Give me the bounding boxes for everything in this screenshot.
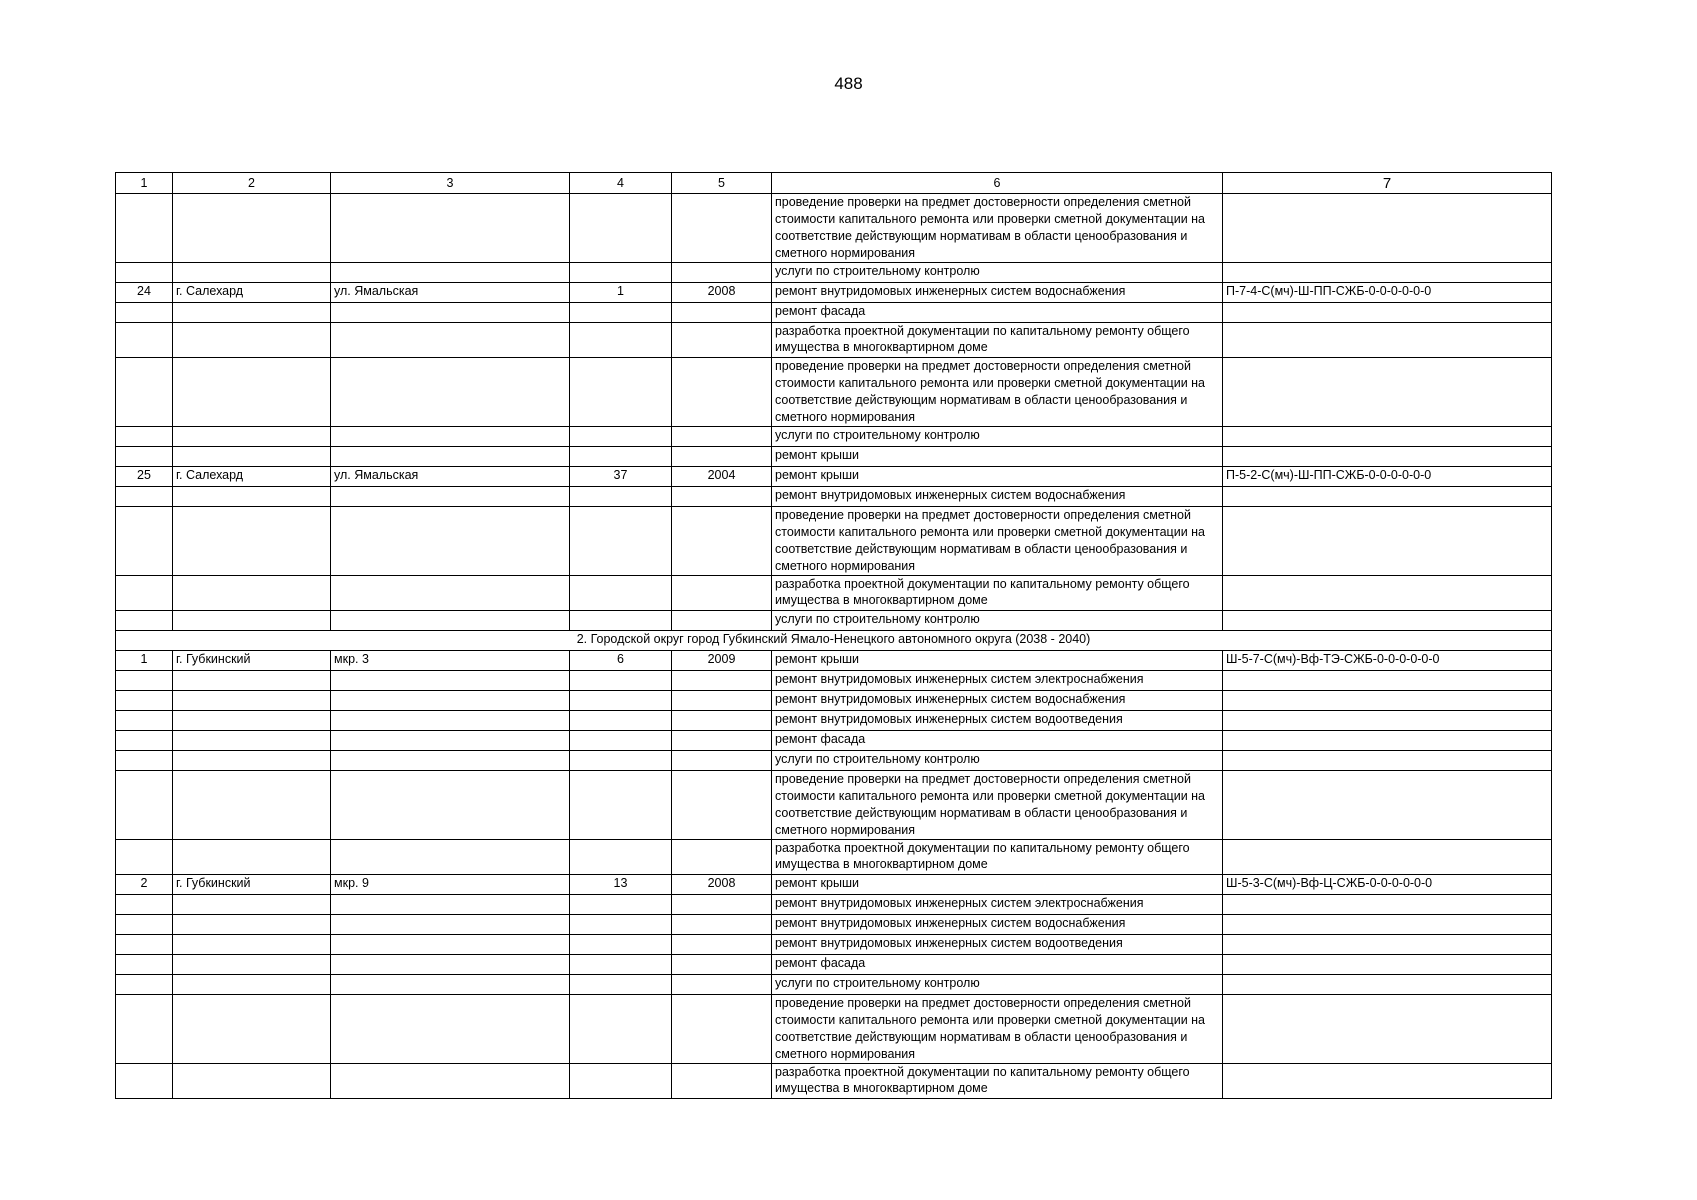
table-row	[116, 611, 1552, 631]
house-number-cell	[570, 731, 672, 751]
build-year-cell: 2008	[672, 283, 772, 303]
street-cell	[331, 427, 570, 447]
work-type-cell: ремонт внутридомовых инженерных систем водоснабжения	[772, 283, 1223, 303]
house-number-cell	[570, 358, 672, 427]
table-row	[116, 467, 1552, 487]
street-cell	[331, 995, 570, 1064]
table-row	[116, 731, 1552, 751]
street-cell	[331, 263, 570, 283]
city-cell	[173, 507, 331, 576]
street-cell: ул. Ямальская	[331, 283, 570, 303]
table-row	[116, 323, 1552, 358]
build-year-cell	[672, 671, 772, 691]
build-year-cell	[672, 263, 772, 283]
row-number-cell	[116, 771, 173, 840]
house-number-cell	[570, 935, 672, 955]
row-number-cell: 25	[116, 467, 173, 487]
table-row	[116, 576, 1552, 611]
house-number-cell	[570, 611, 672, 631]
house-number-cell: 37	[570, 467, 672, 487]
house-number-cell: 6	[570, 651, 672, 671]
row-number-cell	[116, 303, 173, 323]
build-year-cell	[672, 771, 772, 840]
building-code-cell	[1223, 576, 1552, 611]
house-number-cell	[570, 507, 672, 576]
build-year-cell: 2004	[672, 467, 772, 487]
building-code-cell	[1223, 194, 1552, 263]
house-number-cell	[570, 975, 672, 995]
build-year-cell	[672, 935, 772, 955]
house-number-cell	[570, 671, 672, 691]
building-code-cell: П-7-4-С(мч)-Ш-ПП-СЖБ-0-0-0-0-0-0	[1223, 283, 1552, 303]
build-year-cell	[672, 975, 772, 995]
table-row	[116, 751, 1552, 771]
work-type-cell: услуги по строительному контролю	[772, 427, 1223, 447]
street-cell	[331, 447, 570, 467]
house-number-cell: 13	[570, 875, 672, 895]
city-cell	[173, 303, 331, 323]
house-number-cell	[570, 995, 672, 1064]
street-cell	[331, 303, 570, 323]
city-cell	[173, 611, 331, 631]
row-number-cell	[116, 487, 173, 507]
street-cell	[331, 955, 570, 975]
city-cell	[173, 955, 331, 975]
work-type-cell: разработка проектной документации по капитальному ремонту общего имущества в многоквартирном доме	[772, 576, 1223, 611]
row-number-cell	[116, 975, 173, 995]
row-number-cell	[116, 915, 173, 935]
build-year-cell	[672, 751, 772, 771]
table-row	[116, 915, 1552, 935]
building-code-cell	[1223, 1064, 1552, 1099]
section-heading-row	[116, 631, 1552, 651]
header-col-6: 6	[772, 173, 1223, 194]
street-cell	[331, 711, 570, 731]
table-row	[116, 875, 1552, 895]
build-year-cell	[672, 194, 772, 263]
city-cell	[173, 751, 331, 771]
table-row	[116, 671, 1552, 691]
work-type-cell: ремонт внутридомовых инженерных систем электроснабжения	[772, 895, 1223, 915]
table-row	[116, 895, 1552, 915]
table-row	[116, 447, 1552, 467]
city-cell	[173, 840, 331, 875]
city-cell	[173, 427, 331, 447]
street-cell	[331, 507, 570, 576]
street-cell	[331, 358, 570, 427]
build-year-cell	[672, 358, 772, 427]
city-cell: г. Губкинский	[173, 875, 331, 895]
build-year-cell	[672, 1064, 772, 1099]
work-type-cell: услуги по строительному контролю	[772, 611, 1223, 631]
table-row	[116, 263, 1552, 283]
house-number-cell: 1	[570, 283, 672, 303]
house-number-cell	[570, 194, 672, 263]
row-number-cell: 2	[116, 875, 173, 895]
city-cell: г. Губкинский	[173, 651, 331, 671]
street-cell	[331, 576, 570, 611]
house-number-cell	[570, 751, 672, 771]
city-cell	[173, 895, 331, 915]
table-row	[116, 507, 1552, 576]
work-type-cell: ремонт крыши	[772, 875, 1223, 895]
building-code-cell	[1223, 955, 1552, 975]
build-year-cell	[672, 895, 772, 915]
work-type-cell: ремонт фасада	[772, 303, 1223, 323]
header-col-4: 4	[570, 173, 672, 194]
row-number-cell	[116, 507, 173, 576]
work-type-cell: проведение проверки на предмет достоверности определения сметной стоимости капитального ремонта или проверки сметной документации на соответствие действующим нормативам в области ценообразования и сметного нормирования	[772, 507, 1223, 576]
city-cell	[173, 691, 331, 711]
row-number-cell	[116, 427, 173, 447]
row-number-cell	[116, 323, 173, 358]
building-code-cell	[1223, 427, 1552, 447]
street-cell: мкр. 3	[331, 651, 570, 671]
city-cell	[173, 194, 331, 263]
table-row	[116, 358, 1552, 427]
build-year-cell: 2009	[672, 651, 772, 671]
work-type-cell: разработка проектной документации по капитальному ремонту общего имущества в многоквартирном доме	[772, 1064, 1223, 1099]
building-code-cell	[1223, 671, 1552, 691]
city-cell	[173, 358, 331, 427]
build-year-cell	[672, 427, 772, 447]
street-cell	[331, 487, 570, 507]
work-type-cell: разработка проектной документации по капитальному ремонту общего имущества в многоквартирном доме	[772, 840, 1223, 875]
work-type-cell: услуги по строительному контролю	[772, 975, 1223, 995]
row-number-cell	[116, 731, 173, 751]
city-cell	[173, 671, 331, 691]
work-type-cell: ремонт внутридомовых инженерных систем водоснабжения	[772, 691, 1223, 711]
street-cell	[331, 691, 570, 711]
row-number-cell: 1	[116, 651, 173, 671]
build-year-cell	[672, 576, 772, 611]
work-type-cell: ремонт фасада	[772, 731, 1223, 751]
house-number-cell	[570, 691, 672, 711]
city-cell	[173, 576, 331, 611]
building-code-cell	[1223, 263, 1552, 283]
work-type-cell: услуги по строительному контролю	[772, 263, 1223, 283]
building-code-cell	[1223, 731, 1552, 751]
house-number-cell	[570, 576, 672, 611]
building-code-cell	[1223, 447, 1552, 467]
row-number-cell	[116, 935, 173, 955]
work-type-cell: ремонт крыши	[772, 651, 1223, 671]
street-cell	[331, 751, 570, 771]
street-cell	[331, 323, 570, 358]
house-number-cell	[570, 1064, 672, 1099]
city-cell	[173, 915, 331, 935]
work-type-cell: ремонт внутридомовых инженерных систем электроснабжения	[772, 671, 1223, 691]
building-code-cell: П-5-2-С(мч)-Ш-ПП-СЖБ-0-0-0-0-0-0	[1223, 467, 1552, 487]
city-cell	[173, 935, 331, 955]
work-type-cell: проведение проверки на предмет достоверности определения сметной стоимости капитального ремонта или проверки сметной документации на соответствие действующим нормативам в области ценообразования и сметного нормирования	[772, 995, 1223, 1064]
build-year-cell	[672, 611, 772, 631]
building-code-cell	[1223, 303, 1552, 323]
city-cell: г. Салехард	[173, 283, 331, 303]
building-code-cell	[1223, 487, 1552, 507]
build-year-cell	[672, 840, 772, 875]
header-col-2: 2	[173, 173, 331, 194]
build-year-cell	[672, 915, 772, 935]
street-cell	[331, 771, 570, 840]
street-cell	[331, 611, 570, 631]
street-cell	[331, 671, 570, 691]
table-row	[116, 303, 1552, 323]
build-year-cell	[672, 955, 772, 975]
build-year-cell	[672, 303, 772, 323]
building-code-cell: Ш-5-3-С(мч)-Вф-Ц-СЖБ-0-0-0-0-0-0	[1223, 875, 1552, 895]
building-code-cell	[1223, 935, 1552, 955]
building-code-cell	[1223, 895, 1552, 915]
building-code-cell	[1223, 358, 1552, 427]
build-year-cell	[672, 711, 772, 731]
row-number-cell	[116, 751, 173, 771]
build-year-cell	[672, 691, 772, 711]
building-code-cell	[1223, 915, 1552, 935]
street-cell	[331, 935, 570, 955]
header-col-1: 1	[116, 173, 173, 194]
row-number-cell	[116, 576, 173, 611]
work-type-cell: услуги по строительному контролю	[772, 751, 1223, 771]
table-body	[116, 173, 1552, 1099]
street-cell: мкр. 9	[331, 875, 570, 895]
work-type-cell: разработка проектной документации по капитальному ремонту общего имущества в многоквартирном доме	[772, 323, 1223, 358]
header-col-3: 3	[331, 173, 570, 194]
building-code-cell	[1223, 323, 1552, 358]
building-code-cell	[1223, 975, 1552, 995]
build-year-cell	[672, 447, 772, 467]
section-heading: 2. Городской округ город Губкинский Ямало-Ненецкого автономного округа (2038 - 2040)	[116, 631, 1552, 651]
row-number-cell	[116, 358, 173, 427]
city-cell	[173, 711, 331, 731]
building-code-cell	[1223, 691, 1552, 711]
work-type-cell: ремонт крыши	[772, 447, 1223, 467]
work-type-cell: ремонт внутридомовых инженерных систем водоотведения	[772, 711, 1223, 731]
header-col-5: 5	[672, 173, 772, 194]
house-number-cell	[570, 303, 672, 323]
city-cell	[173, 323, 331, 358]
row-number-cell	[116, 263, 173, 283]
house-number-cell	[570, 427, 672, 447]
row-number-cell	[116, 194, 173, 263]
row-number-cell: 24	[116, 283, 173, 303]
building-code-cell	[1223, 507, 1552, 576]
table-row	[116, 995, 1552, 1064]
table-row	[116, 955, 1552, 975]
table-row	[116, 427, 1552, 447]
row-number-cell	[116, 1064, 173, 1099]
work-type-cell: проведение проверки на предмет достоверности определения сметной стоимости капитального ремонта или проверки сметной документации на соответствие действующим нормативам в области ценообразования и сметного нормирования	[772, 194, 1223, 263]
house-number-cell	[570, 955, 672, 975]
repair-schedule-table	[115, 172, 1552, 1099]
house-number-cell	[570, 487, 672, 507]
build-year-cell	[672, 995, 772, 1064]
work-type-cell: ремонт фасада	[772, 955, 1223, 975]
house-number-cell	[570, 895, 672, 915]
city-cell	[173, 487, 331, 507]
work-type-cell: ремонт внутридомовых инженерных систем водоснабжения	[772, 915, 1223, 935]
row-number-cell	[116, 955, 173, 975]
page-number: 488	[834, 74, 863, 93]
table-row	[116, 283, 1552, 303]
building-code-cell	[1223, 611, 1552, 631]
table-row	[116, 651, 1552, 671]
build-year-cell	[672, 507, 772, 576]
city-cell: г. Салехард	[173, 467, 331, 487]
street-cell	[331, 1064, 570, 1099]
build-year-cell: 2008	[672, 875, 772, 895]
house-number-cell	[570, 711, 672, 731]
building-code-cell	[1223, 840, 1552, 875]
table-row	[116, 840, 1552, 875]
building-code-cell	[1223, 751, 1552, 771]
street-cell: ул. Ямальская	[331, 467, 570, 487]
work-type-cell: ремонт внутридомовых инженерных систем водоотведения	[772, 935, 1223, 955]
city-cell	[173, 731, 331, 751]
table-header-row	[116, 173, 1552, 194]
build-year-cell	[672, 731, 772, 751]
building-code-cell	[1223, 995, 1552, 1064]
row-number-cell	[116, 995, 173, 1064]
city-cell	[173, 995, 331, 1064]
city-cell	[173, 447, 331, 467]
work-type-cell: проведение проверки на предмет достоверности определения сметной стоимости капитального ремонта или проверки сметной документации на соответствие действующим нормативам в области ценообразования и сметного нормирования	[772, 358, 1223, 427]
build-year-cell	[672, 487, 772, 507]
city-cell	[173, 1064, 331, 1099]
table-row	[116, 1064, 1552, 1099]
building-code-cell	[1223, 711, 1552, 731]
table-row	[116, 691, 1552, 711]
street-cell	[331, 895, 570, 915]
street-cell	[331, 915, 570, 935]
house-number-cell	[570, 323, 672, 358]
house-number-cell	[570, 771, 672, 840]
city-cell	[173, 771, 331, 840]
house-number-cell	[570, 447, 672, 467]
table-row	[116, 975, 1552, 995]
house-number-cell	[570, 915, 672, 935]
table-row	[116, 194, 1552, 263]
table-row	[116, 487, 1552, 507]
table-row	[116, 711, 1552, 731]
row-number-cell	[116, 895, 173, 915]
table-row	[116, 935, 1552, 955]
build-year-cell	[672, 323, 772, 358]
building-code-cell	[1223, 771, 1552, 840]
header-col-7: 7	[1223, 173, 1552, 194]
street-cell	[331, 194, 570, 263]
street-cell	[331, 731, 570, 751]
row-number-cell	[116, 691, 173, 711]
house-number-cell	[570, 840, 672, 875]
work-type-cell: ремонт внутридомовых инженерных систем водоснабжения	[772, 487, 1223, 507]
building-code-cell: Ш-5-7-С(мч)-Вф-ТЭ-СЖБ-0-0-0-0-0-0	[1223, 651, 1552, 671]
city-cell	[173, 975, 331, 995]
row-number-cell	[116, 447, 173, 467]
street-cell	[331, 975, 570, 995]
row-number-cell	[116, 671, 173, 691]
row-number-cell	[116, 840, 173, 875]
row-number-cell	[116, 611, 173, 631]
work-type-cell: проведение проверки на предмет достоверности определения сметной стоимости капитального ремонта или проверки сметной документации на соответствие действующим нормативам в области ценообразования и сметного нормирования	[772, 771, 1223, 840]
house-number-cell	[570, 263, 672, 283]
street-cell	[331, 840, 570, 875]
city-cell	[173, 263, 331, 283]
row-number-cell	[116, 711, 173, 731]
table-row	[116, 771, 1552, 840]
work-type-cell: ремонт крыши	[772, 467, 1223, 487]
